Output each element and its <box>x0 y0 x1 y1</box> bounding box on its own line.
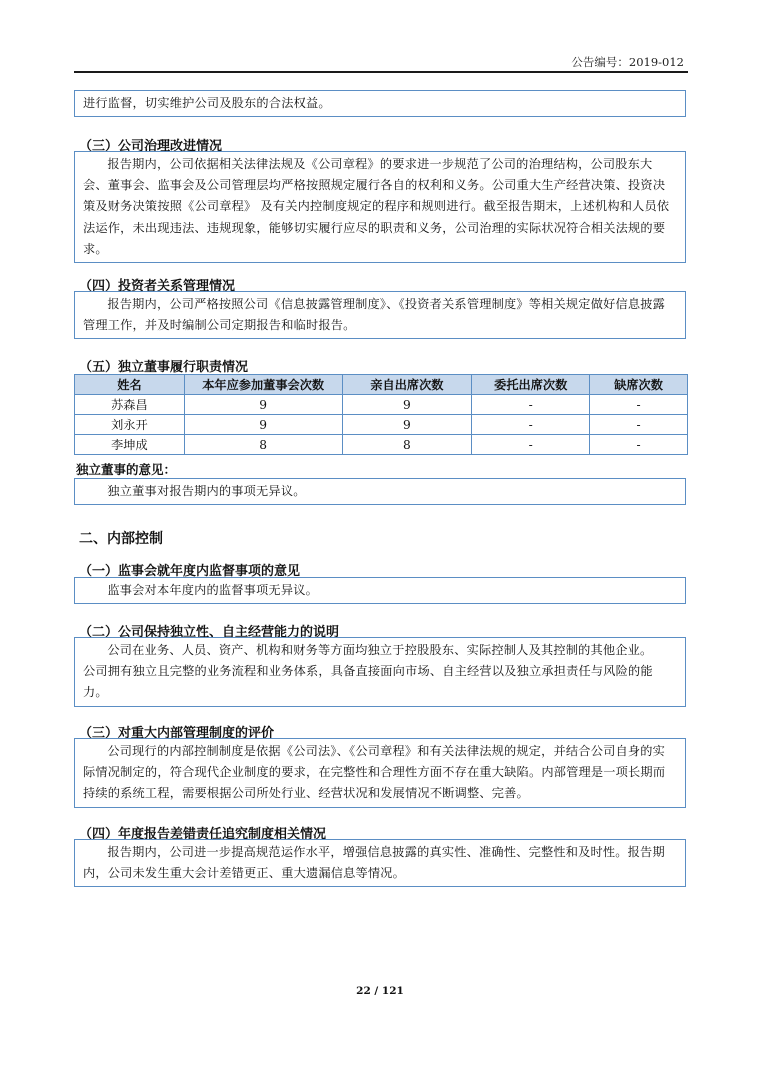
announcement-number: 公告编号：2019-012 <box>571 55 684 69</box>
section-supervisory-opinion-title: （一）监事会就年度内监督事项的意见 <box>79 564 301 579</box>
internal-management-text: 公司现行的内部控制制度是依据《公司法》、《公司章程》和有关法律法规的规定，并结合公司自身的实际情况制定的，符合现代企业制度的要求，在完整性和合理性方面不存在重大缺陷。内部管理是一项长期而持续的系统工程，需要根据公司所处行业、经营状况和发展情况不断调整、完善。 <box>83 744 666 801</box>
required-count: 9 <box>184 415 342 435</box>
required-count: 8 <box>184 435 342 455</box>
section-governance-title: （三）公司治理改进情况 <box>79 139 223 154</box>
governance-text: 报告期内，公司依据相关法律法规及《公司章程》的要求进一步规范了公司的治理结构，公司股东大会、董事会、监事会及公司管理层均严格按照规定履行各自的权利和义务。公司重大生产经营决策、投资决策及财务决策按照《公司章程》 及有关内控制度规定的程序和规则进行。截至报告期末，上述机构和人员依法运作，未出现违法、违规现象，能够切实履行应尽的职责和义务，公司治理的实际状况符合相关法规的要求。 <box>83 157 670 256</box>
section-independence-title: （二）公司保持独立性、自主经营能力的说明 <box>79 625 340 640</box>
director-name: 刘永开 <box>75 415 185 435</box>
investor-relations-text: 报告期内，公司严格按照公司《信息披露管理制度》、《投资者关系管理制度》等相关规定做好信息披露管理工作，并及时编制公司定期报告和临时报告。 <box>83 297 666 333</box>
table-row <box>75 415 688 435</box>
independent-directors-opinion-box <box>74 478 686 505</box>
proxy-count: - <box>472 395 590 415</box>
required-count: 9 <box>184 395 342 415</box>
investor-relations-text-box <box>74 291 686 339</box>
col-header-name: 姓名 <box>75 375 185 395</box>
col-header-proxy: 委托出席次数 <box>472 375 590 395</box>
attended-count: 8 <box>342 435 472 455</box>
independent-directors-table <box>74 374 688 455</box>
proxy-count: - <box>472 435 590 455</box>
supervisory-opinion-box <box>74 577 686 604</box>
header-rule <box>74 71 688 73</box>
absent-count: - <box>590 395 688 415</box>
table-row <box>75 395 688 415</box>
section-independent-directors-title: （五）独立董事履行职责情况 <box>79 360 249 375</box>
independence-text-box <box>74 637 686 707</box>
part-internal-control-title: 二、内部控制 <box>79 531 163 547</box>
supervisory-opinion-text: 监事会对本年度内的监督事项无异议。 <box>107 583 318 597</box>
col-header-absent: 缺席次数 <box>590 375 688 395</box>
error-accountability-text-box <box>74 839 686 887</box>
independence-text-line1: 公司在业务、人员、资产、机构和财务等方面均独立于控股股东、实际控制人及其控制的其他企业。 <box>107 643 653 657</box>
section-error-accountability-title: （四）年度报告差错责任追究制度相关情况 <box>79 827 327 842</box>
col-header-required: 本年应参加董事会次数 <box>184 375 342 395</box>
absent-count: - <box>590 435 688 455</box>
table-header-row <box>75 375 688 395</box>
section-investor-relations-title: （四）投资者关系管理情况 <box>79 279 236 294</box>
error-accountability-text: 报告期内，公司进一步提高规范运作水平，增强信息披露的真实性、准确性、完整性和及时性。报告期内，公司未发生重大会计差错更正、重大遗漏信息等情况。 <box>83 845 665 881</box>
attended-count: 9 <box>342 395 472 415</box>
absent-count: - <box>590 415 688 435</box>
proxy-count: - <box>472 415 590 435</box>
governance-text-box <box>74 151 686 263</box>
director-name: 苏森昌 <box>75 395 185 415</box>
internal-management-text-box <box>74 738 686 808</box>
independence-text-line2: 公司拥有独立且完整的业务流程和业务体系，具备直接面向市场、自主经营以及独立承担责任与风险的能力。 <box>83 664 653 700</box>
director-name: 李坤成 <box>75 435 185 455</box>
independent-directors-opinion-label: 独立董事的意见： <box>76 462 177 477</box>
page-number: 22 / 121 <box>356 985 404 997</box>
col-header-attended: 亲自出席次数 <box>342 375 472 395</box>
attended-count: 9 <box>342 415 472 435</box>
section-internal-management-title: （三）对重大内部管理制度的评价 <box>79 726 275 741</box>
table-row <box>75 435 688 455</box>
continued-text: 进行监督，切实维护公司及股东的合法权益。 <box>83 96 331 110</box>
independent-directors-opinion-text: 独立董事对报告期内的事项无异议。 <box>107 484 306 498</box>
continued-text-box <box>74 90 686 117</box>
